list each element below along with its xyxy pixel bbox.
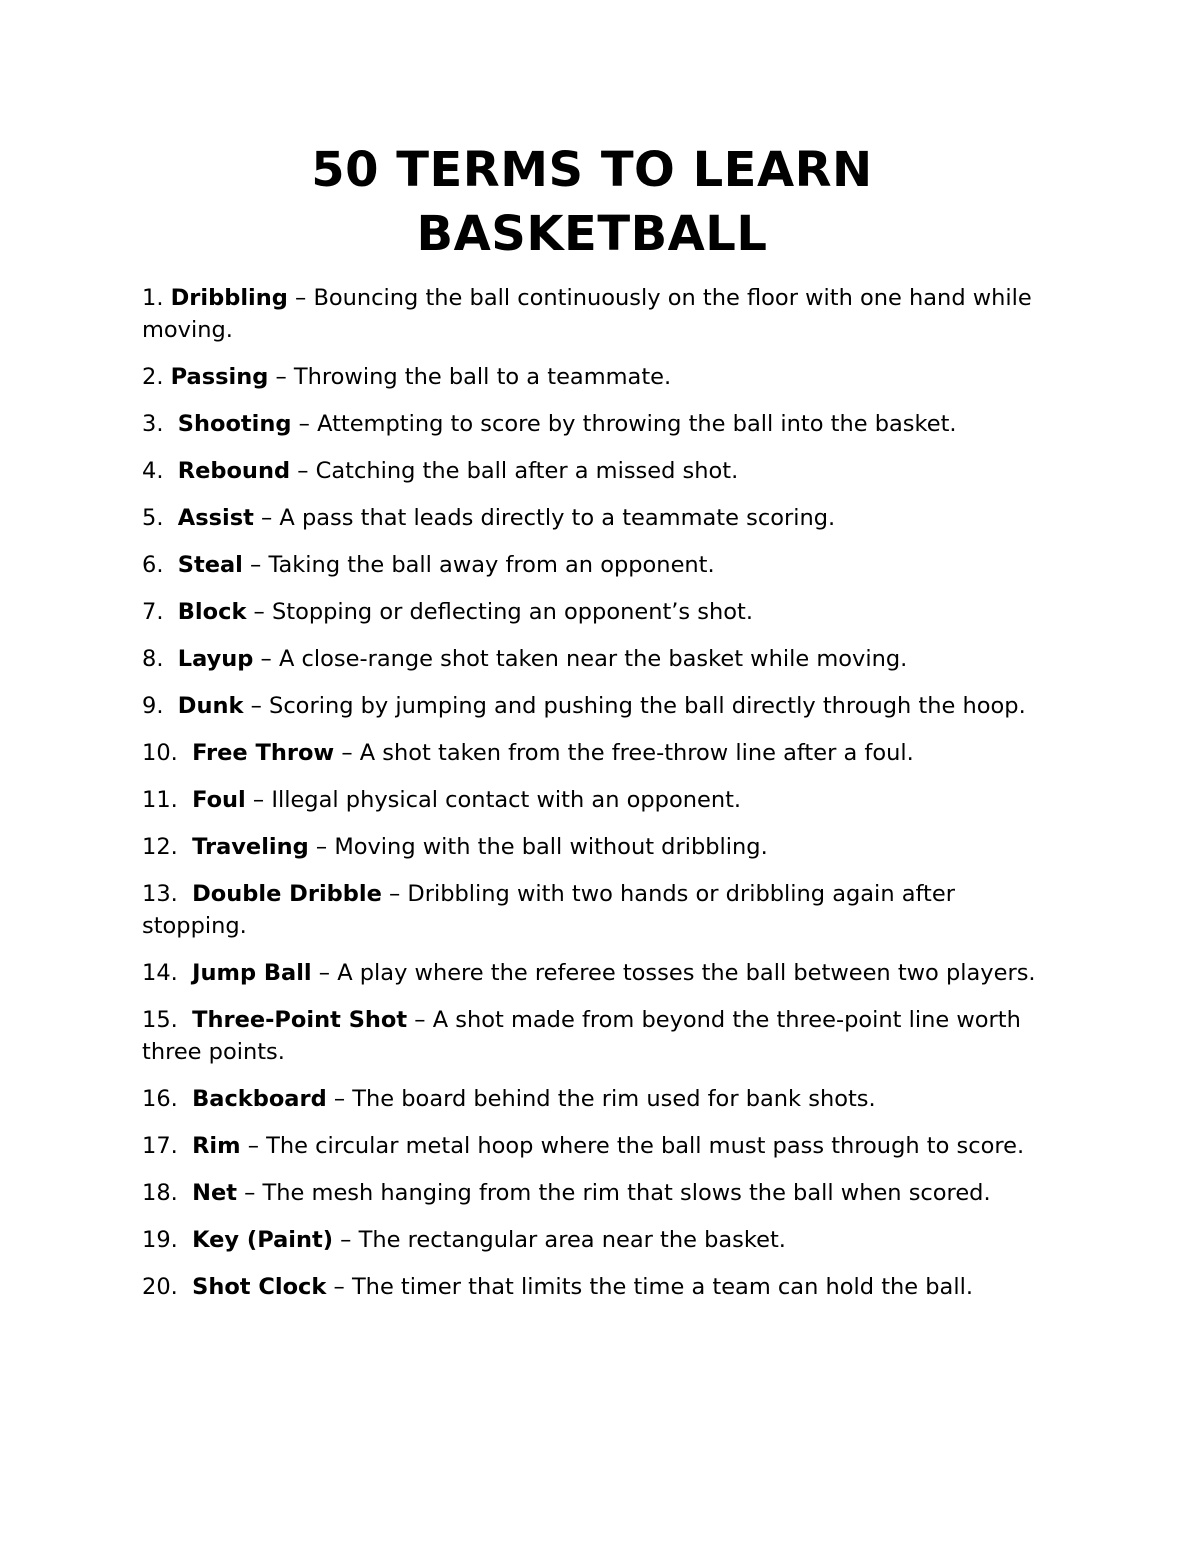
term-name: Backboard (192, 1086, 327, 1112)
term-number: 18. (142, 1180, 178, 1206)
term-definition: Dribbling with two hands or dribbling again after stopping. (142, 881, 955, 939)
term-definition: The rectangular area near the basket. (358, 1227, 786, 1253)
term-item: 18. Net – The mesh hanging from the rim that slows the ball when scored. (142, 1180, 991, 1206)
term-item: 7. Block – Stopping or deflecting an opponent’s shot. (142, 599, 754, 625)
term-number: 20. (142, 1274, 178, 1300)
term-definition: Illegal physical contact with an opponent. (271, 787, 742, 813)
term-definition: A shot taken from the free-throw line after a foul. (359, 740, 914, 766)
document-page (142, 138, 1042, 1318)
term-number: 4. (142, 458, 164, 484)
term-number: 9. (142, 693, 164, 719)
term-definition: A shot made from beyond the three-point line worth three points. (142, 1007, 1021, 1065)
term-number: 7. (142, 599, 164, 625)
term-name: Shot Clock (192, 1274, 327, 1300)
term-name: Layup (177, 646, 254, 672)
term-number: 2. (142, 364, 164, 390)
term-number: 12. (142, 834, 178, 860)
term-item: 14. Jump Ball – A play where the referee tosses the ball between two players. (142, 960, 1036, 986)
term-name: Foul (192, 787, 246, 813)
term-item: 16. Backboard – The board behind the rim used for bank shots. (142, 1086, 876, 1112)
term-definition: The timer that limits the time a team can hold the ball. (351, 1274, 973, 1300)
term-definition: The circular metal hoop where the ball must pass through to score. (266, 1133, 1025, 1159)
term-number: 15. (142, 1007, 178, 1033)
term-item: 19. Key (Paint) – The rectangular area near the basket. (142, 1227, 786, 1253)
term-item: 1. Dribbling – Bouncing the ball continuously on the floor with one hand while moving. (142, 285, 1032, 343)
term-name: Dunk (177, 693, 244, 719)
term-item: 12. Traveling – Moving with the ball without dribbling. (142, 834, 768, 860)
term-name: Free Throw (192, 740, 335, 766)
term-item: 20. Shot Clock – The timer that limits the time a team can hold the ball. (142, 1274, 973, 1300)
term-number: 13. (142, 881, 178, 907)
term-definition: Stopping or deflecting an opponent’s shot. (271, 599, 754, 625)
term-item: 6. Steal – Taking the ball away from an opponent. (142, 552, 715, 578)
term-number: 10. (142, 740, 178, 766)
term-definition: Attempting to score by throwing the ball into the basket. (317, 411, 957, 437)
term-definition: Throwing the ball to a teammate. (293, 364, 672, 390)
term-number: 17. (142, 1133, 178, 1159)
term-definition: The board behind the rim used for bank shots. (352, 1086, 876, 1112)
term-name: Dribbling (170, 285, 288, 311)
term-name: Block (177, 599, 247, 625)
term-name: Net (192, 1180, 237, 1206)
term-item: 3. Shooting – Attempting to score by throwing the ball into the basket. (142, 411, 957, 437)
term-number: 1. (142, 285, 164, 311)
term-name: Three-Point Shot (192, 1007, 408, 1033)
term-number: 16. (142, 1086, 178, 1112)
term-number: 5. (142, 505, 164, 531)
document-title: 50 TERMS TO LEARN BASKETBALL (311, 142, 873, 262)
term-item: 10. Free Throw – A shot taken from the free-throw line after a foul. (142, 740, 914, 766)
term-definition: Taking the ball away from an opponent. (268, 552, 715, 578)
term-item: 5. Assist – A pass that leads directly to a teammate scoring. (142, 505, 836, 531)
term-name: Assist (177, 505, 254, 531)
term-item: 11. Foul – Illegal physical contact with an opponent. (142, 787, 742, 813)
term-name: Passing (170, 364, 269, 390)
term-name: Traveling (192, 834, 309, 860)
term-definition: Scoring by jumping and pushing the ball directly through the hoop. (269, 693, 1026, 719)
term-number: 19. (142, 1227, 178, 1253)
term-definition: A play where the referee tosses the ball between two players. (337, 960, 1036, 986)
term-number: 3. (142, 411, 164, 437)
term-number: 11. (142, 787, 178, 813)
term-name: Rebound (177, 458, 291, 484)
term-number: 6. (142, 552, 164, 578)
term-item: 9. Dunk – Scoring by jumping and pushing the ball directly through the hoop. (142, 693, 1026, 719)
term-name: Steal (177, 552, 243, 578)
term-definition: Bouncing the ball continuously on the floor with one hand while moving. (142, 285, 1032, 343)
term-definition: Catching the ball after a missed shot. (315, 458, 739, 484)
term-item: 15. Three-Point Shot – A shot made from beyond the three-point line worth three points. (142, 1007, 1021, 1065)
term-name: Double Dribble (192, 881, 382, 907)
term-definition: The mesh hanging from the rim that slows the ball when scored. (262, 1180, 991, 1206)
term-list (142, 282, 1042, 1303)
term-definition: A pass that leads directly to a teammate scoring. (279, 505, 836, 531)
term-definition: Moving with the ball without dribbling. (334, 834, 768, 860)
term-item: 13. Double Dribble – Dribbling with two hands or dribbling again after stopping. (142, 881, 955, 939)
term-number: 8. (142, 646, 164, 672)
term-number: 14. (142, 960, 178, 986)
term-item: 4. Rebound – Catching the ball after a missed shot. (142, 458, 739, 484)
term-item: 17. Rim – The circular metal hoop where the ball must pass through to score. (142, 1133, 1025, 1159)
term-name: Shooting (177, 411, 292, 437)
term-item: 2. Passing – Throwing the ball to a teammate. (142, 364, 672, 390)
term-item: 8. Layup – A close-range shot taken near the basket while moving. (142, 646, 908, 672)
term-definition: A close-range shot taken near the basket while moving. (278, 646, 908, 672)
term-name: Key (Paint) (192, 1227, 334, 1253)
term-name: Rim (192, 1133, 241, 1159)
term-name: Jump Ball (192, 960, 312, 986)
